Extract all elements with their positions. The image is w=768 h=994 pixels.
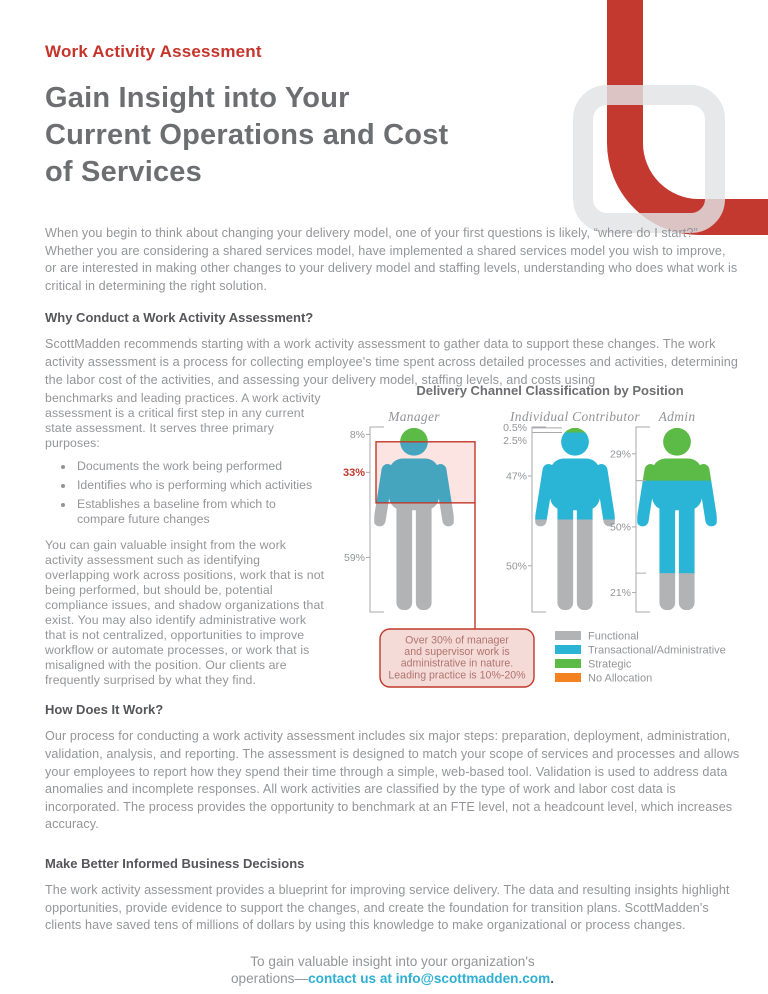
legend-swatch-no-allocation <box>555 673 581 682</box>
callout-text-line: Leading practice is 10%-20% <box>388 669 526 682</box>
callout-text-line: administrative in nature. <box>400 657 514 670</box>
legend-swatch-transactional-administrative <box>555 645 581 654</box>
contact-cta <box>45 953 740 988</box>
how-heading: How Does It Work? <box>45 702 164 718</box>
chart-percentage-label: 50% <box>505 560 527 573</box>
chart-position-label: Manager <box>388 409 440 425</box>
decisions-heading: Make Better Informed Business Decisions <box>45 856 305 872</box>
chart-percentage-label: 59% <box>343 552 365 565</box>
highlight-box <box>376 442 475 503</box>
chart-position-label: Individual Contributor <box>510 409 640 425</box>
chart-percentage-label: 29% <box>609 448 631 461</box>
chart-percentage-label: 8% <box>349 429 365 442</box>
legend-label: Functional <box>588 630 639 643</box>
why-paragraph-full: ScottMadden recommends starting with a work activity assessment to gather data to support these changes. The work activity assessment is a process for collecting employee's time spent across detailed processes and activities, determining the labor cost of the activities, and assessing your delivery model, staffing levels, and costs using <box>45 337 738 387</box>
eyebrow-heading: Work Activity Assessment <box>45 42 262 61</box>
page-title-line-3: of Services <box>45 156 202 188</box>
page-title-line-2: Current Operations and Cost <box>45 119 449 151</box>
chart-percentage-label: 0.5% <box>503 422 527 435</box>
chart-percentage-label: 21% <box>609 587 631 600</box>
chart-column <box>340 383 760 685</box>
cta-line-1: To gain valuable insight into your organization's <box>250 953 535 969</box>
chart-position-label: Admin <box>658 409 696 425</box>
cta-line-2-suffix: . <box>550 971 554 987</box>
page-title-line-1: Gain Insight into Your <box>45 82 350 114</box>
legend-label: Strategic <box>588 658 632 671</box>
chart-percentage-label: 2.5% <box>503 435 527 448</box>
legend-swatch-strategic <box>555 659 581 668</box>
chart-percentage-label: 50% <box>609 521 631 534</box>
callout-text-line: Over 30% of manager <box>405 634 509 647</box>
legend-label: Transactional/Administrative <box>588 644 726 657</box>
callout-text-line: and supervisor work is <box>404 646 510 659</box>
legend-label: No Allocation <box>588 672 653 685</box>
chart-percentage-label: 33% <box>342 466 365 479</box>
insight-paragraph: You can gain valuable insight from the work activity assessment such as identifying overlapping work across positions, work that is not being performed, but should be, potential compliance issues, and shadow organizations that exist. You may also identify administrative work that is not centralized, opportunities to improve workflow or automate processes, or work that is misaligned with the position. Our clients are frequently surprised by what they find. <box>45 538 325 687</box>
chart-title: Delivery Channel Classification by Position <box>416 383 684 399</box>
two-column-band <box>45 383 740 687</box>
cta-line-2-prefix: operations— <box>231 971 309 987</box>
left-text-column <box>45 391 325 687</box>
why-paragraph-wrap: benchmarks and leading practices. A work activity assessment is a critical first step in any current state assessment. It serves three primary purposes: <box>45 391 321 450</box>
bullet-item: • Documents the work being performed <box>75 459 325 474</box>
intro-paragraph: When you begin to think about changing your delivery model, one of your first questions is likely, “where do I start?” Whether you are considering a shared services model, have implemented a shared services model you wish to improve, or are interested in making other changes to your delivery model and staffing levels, understanding who does what work is critical in determining the right solution. <box>45 226 738 293</box>
bullet-item: • Establishes a baseline from which to compare future changes <box>75 497 325 527</box>
person-figure-individual-contributor <box>535 427 615 613</box>
page-title <box>45 80 740 191</box>
contact-email-link[interactable]: contact us at info@scottmadden.com <box>308 971 551 987</box>
legend-swatch-functional <box>555 631 581 640</box>
content-area <box>0 42 768 988</box>
delivery-channel-chart <box>340 383 760 695</box>
how-paragraph: Our process for conducting a work activity assessment includes six major steps: preparation, deployment, administration, validation, analysis, and reporting. The assessment is designed to match your scope of services and processes and allows your employees to report how they spend their time through a simple, web-based tool. Validation is used to address data anomalies and incomplete responses. All work activities are classified by the type of work and labor cost data is incorporated. The process provides the opportunity to benchmark at an FTE level, not a headcount level, which increases accuracy. <box>45 729 740 832</box>
decisions-paragraph: The work activity assessment provides a blueprint for improving service delivery. The data and resulting insights highlight opportunities, provide evidence to support the changes, and create the foundation for transition plans. ScottMadden's clients have saved tens of millions of dollars by using this knowledge to make organizational or process changes. <box>45 883 730 933</box>
person-figure-admin <box>637 427 717 613</box>
purpose-bullet-list <box>45 459 325 527</box>
why-heading: Why Conduct a Work Activity Assessment? <box>45 310 314 326</box>
chart-percentage-label: 47% <box>505 470 527 483</box>
bullet-item: • Identifies who is performing which activities <box>75 478 325 493</box>
